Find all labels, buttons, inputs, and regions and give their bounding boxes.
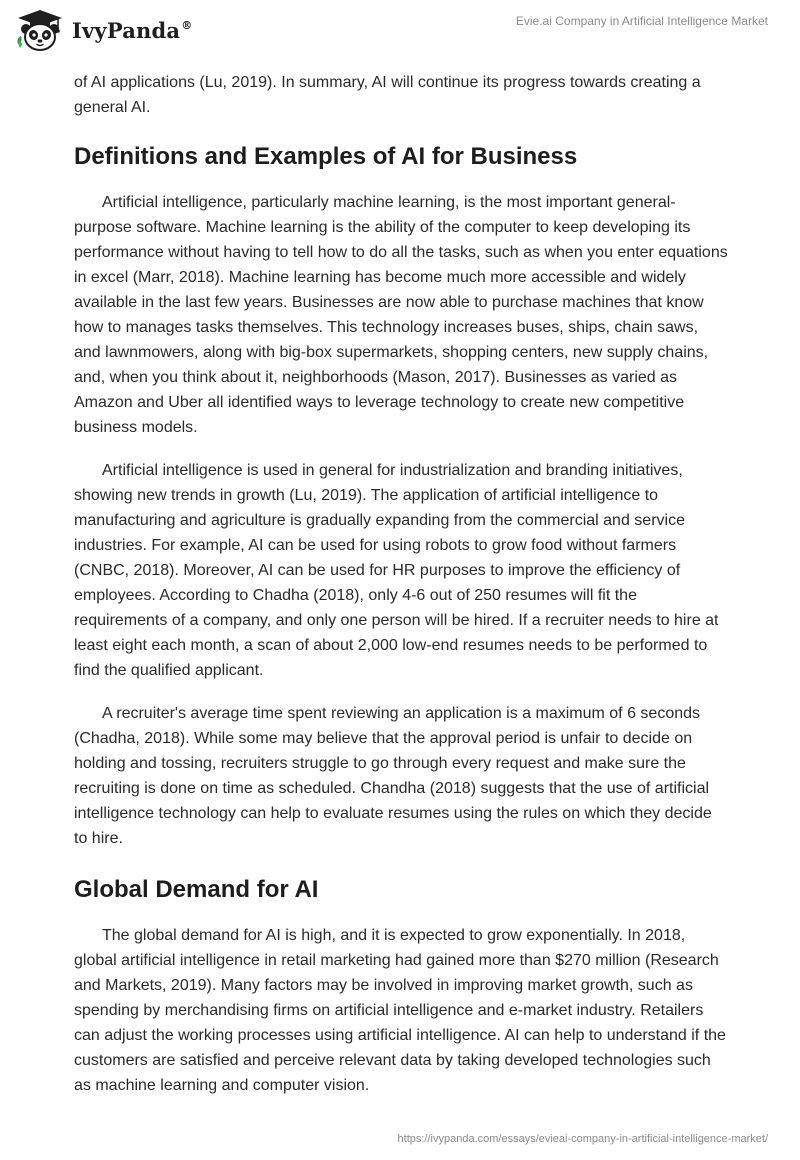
paragraph-recruiter: A recruiter's average time spent reviewing an application is a maximum of 6 seconds (Chadha, 2018). While some may believe that the approval period is unfair to decide on holding and tossing, recruiters struggle to go through every request and make sure the recruiting is done on time as scheduled. Chandha (2018) suggests that the use of artificial intelligence technology can help to evaluate resumes using the rules on which they decide to hire.: [74, 705, 712, 847]
paragraph-machine-learning: Artificial intelligence, particularly machine learning, is the most important general-purpose software. Machine learning is the ability of the computer to keep developing its performance without having to tell how to do all the tasks, such as when you enter equations in excel (Marr, 2018). Machine learning has become much more accessible and widely available in the last few years. Businesses are now able to purchase machines that know how to manages tasks themselves. This technology increases buses, ships, chain saws, and lawnmowers, along with big-box supermarkets, shopping centers, new supply chains, and, when you think about it, neighborhoods (Mason, 2017). Businesses as varied as Amazon and Uber all identified ways to leverage technology to create new competitive business models.: [74, 194, 728, 436]
panda-icon: [14, 8, 66, 52]
document-title: Evie.ai Company in Artificial Intelligence Market: [515, 14, 768, 28]
brand-name: IvyPanda®: [72, 17, 193, 43]
paragraph-industrialization: Artificial intelligence is used in general for industrialization and branding initiatives, showing new trends in growth (Lu, 2019). The application of artificial intelligence to manufacturing and agriculture is gradually expanding from the commercial and service industries. For example, AI can be used for using robots to grow food without farmers (CNBC, 2018). Moreover, AI can be used for HR purposes to improve the efficiency of employees. According to Chadha (2018), only 4-6 out of 250 resumes will fit the requirements of a company, and only one person will be hired. If a recruiter needs to hire at least eight each month, a scan of about 2,000 low-end resumes needs to be performed to find the qualified applicant.: [74, 462, 719, 679]
section-heading-definitions: Definitions and Examples of AI for Business: [74, 143, 578, 170]
intro-paragraph-tail: of AI applications (Lu, 2019). In summary, AI will continue its progress towards creating a general AI.: [74, 74, 701, 116]
registered-mark: ®: [181, 18, 193, 32]
source-url[interactable]: https://ivypanda.com/essays/evieai-company-in-artificial-intelligence-market/: [397, 1133, 768, 1145]
brand-logo[interactable]: [14, 8, 192, 52]
essay-content: [74, 70, 728, 1098]
paragraph-global-demand: The global demand for AI is high, and it is expected to grow exponentially. In 2018, global artificial intelligence in retail marketing had gained more than $270 million (Research and Markets, 2019). Many factors may be involved in improving market growth, such as spending by merchandising firms on artificial intelligence and e-market industry. Retailers can adjust the working processes using artificial intelligence. AI can help to understand if the customers are satisfied and perceive relevant data by taking developed technologies such as machine learning and computer vision.: [74, 927, 726, 1094]
section-heading-global-demand: Global Demand for AI: [74, 876, 319, 903]
page-header: [0, 0, 800, 60]
